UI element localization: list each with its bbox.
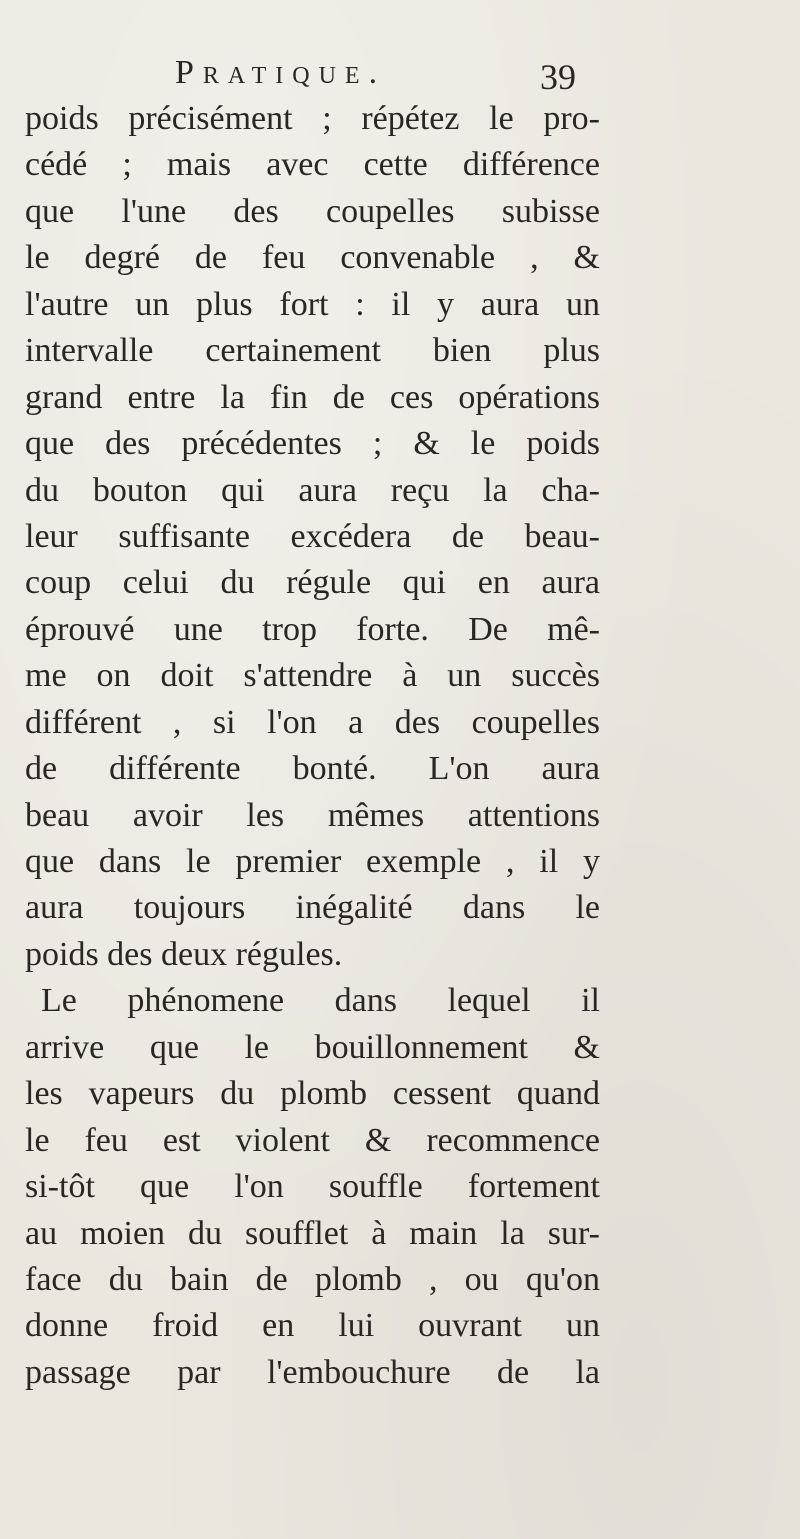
text-line: coup celui du régule qui en aura (25, 564, 600, 602)
text-line: du bouton qui aura reçu la cha- (25, 471, 600, 509)
text-line: Le phénomene dans lequel il (41, 982, 600, 1020)
paragraph-1 (25, 96, 600, 978)
text-line: au moien du soufflet à main la sur- (25, 1214, 600, 1252)
text-line: que l'une des coupelles subisse (25, 192, 600, 230)
running-title: Pratique. (175, 54, 387, 91)
text-line: différent , si l'on a des coupelles (25, 703, 600, 741)
text-line: leur suffisante excédera de beau- (25, 517, 600, 555)
text-line: poids des deux régules. (25, 935, 343, 973)
body-text (25, 96, 600, 1396)
paragraph-2 (25, 978, 600, 1396)
text-line: aura toujours inégalité dans le (25, 889, 600, 927)
text-line: les vapeurs du plomb cessent quand (25, 1075, 600, 1113)
text-line: arrive que le bouillonnement & (25, 1028, 600, 1066)
text-line: grand entre la fin de ces opérations (25, 378, 600, 416)
text-line: poids précisément ; répétez le pro- (25, 100, 600, 137)
text-line: éprouvé une trop forte. De mê- (25, 610, 600, 648)
page-number: 39 (540, 57, 576, 97)
text-line: que des précédentes ; & le poids (25, 425, 600, 463)
text-line: me on doit s'attendre à un succès (25, 657, 600, 695)
text-line: cédé ; mais avec cette différence (25, 146, 600, 184)
text-line: donne froid en lui ouvrant un (25, 1307, 600, 1345)
text-line: le degré de feu convenable , & (25, 239, 600, 277)
running-head (0, 54, 800, 98)
text-line: de différente bonté. L'on aura (25, 750, 600, 788)
text-line: beau avoir les mêmes attentions (25, 796, 600, 834)
text-line: intervalle certainement bien plus (25, 332, 600, 370)
text-line: face du bain de plomb , ou qu'on (25, 1260, 600, 1298)
text-line: si-tôt que l'on souffle fortement (25, 1168, 600, 1206)
text-line: l'autre un plus fort : il y aura un (25, 285, 600, 323)
text-line: que dans le premier exemple , il y (25, 843, 600, 880)
text-line: le feu est violent & recommence (25, 1121, 600, 1159)
text-line: passage par l'embouchure de la (25, 1353, 600, 1391)
